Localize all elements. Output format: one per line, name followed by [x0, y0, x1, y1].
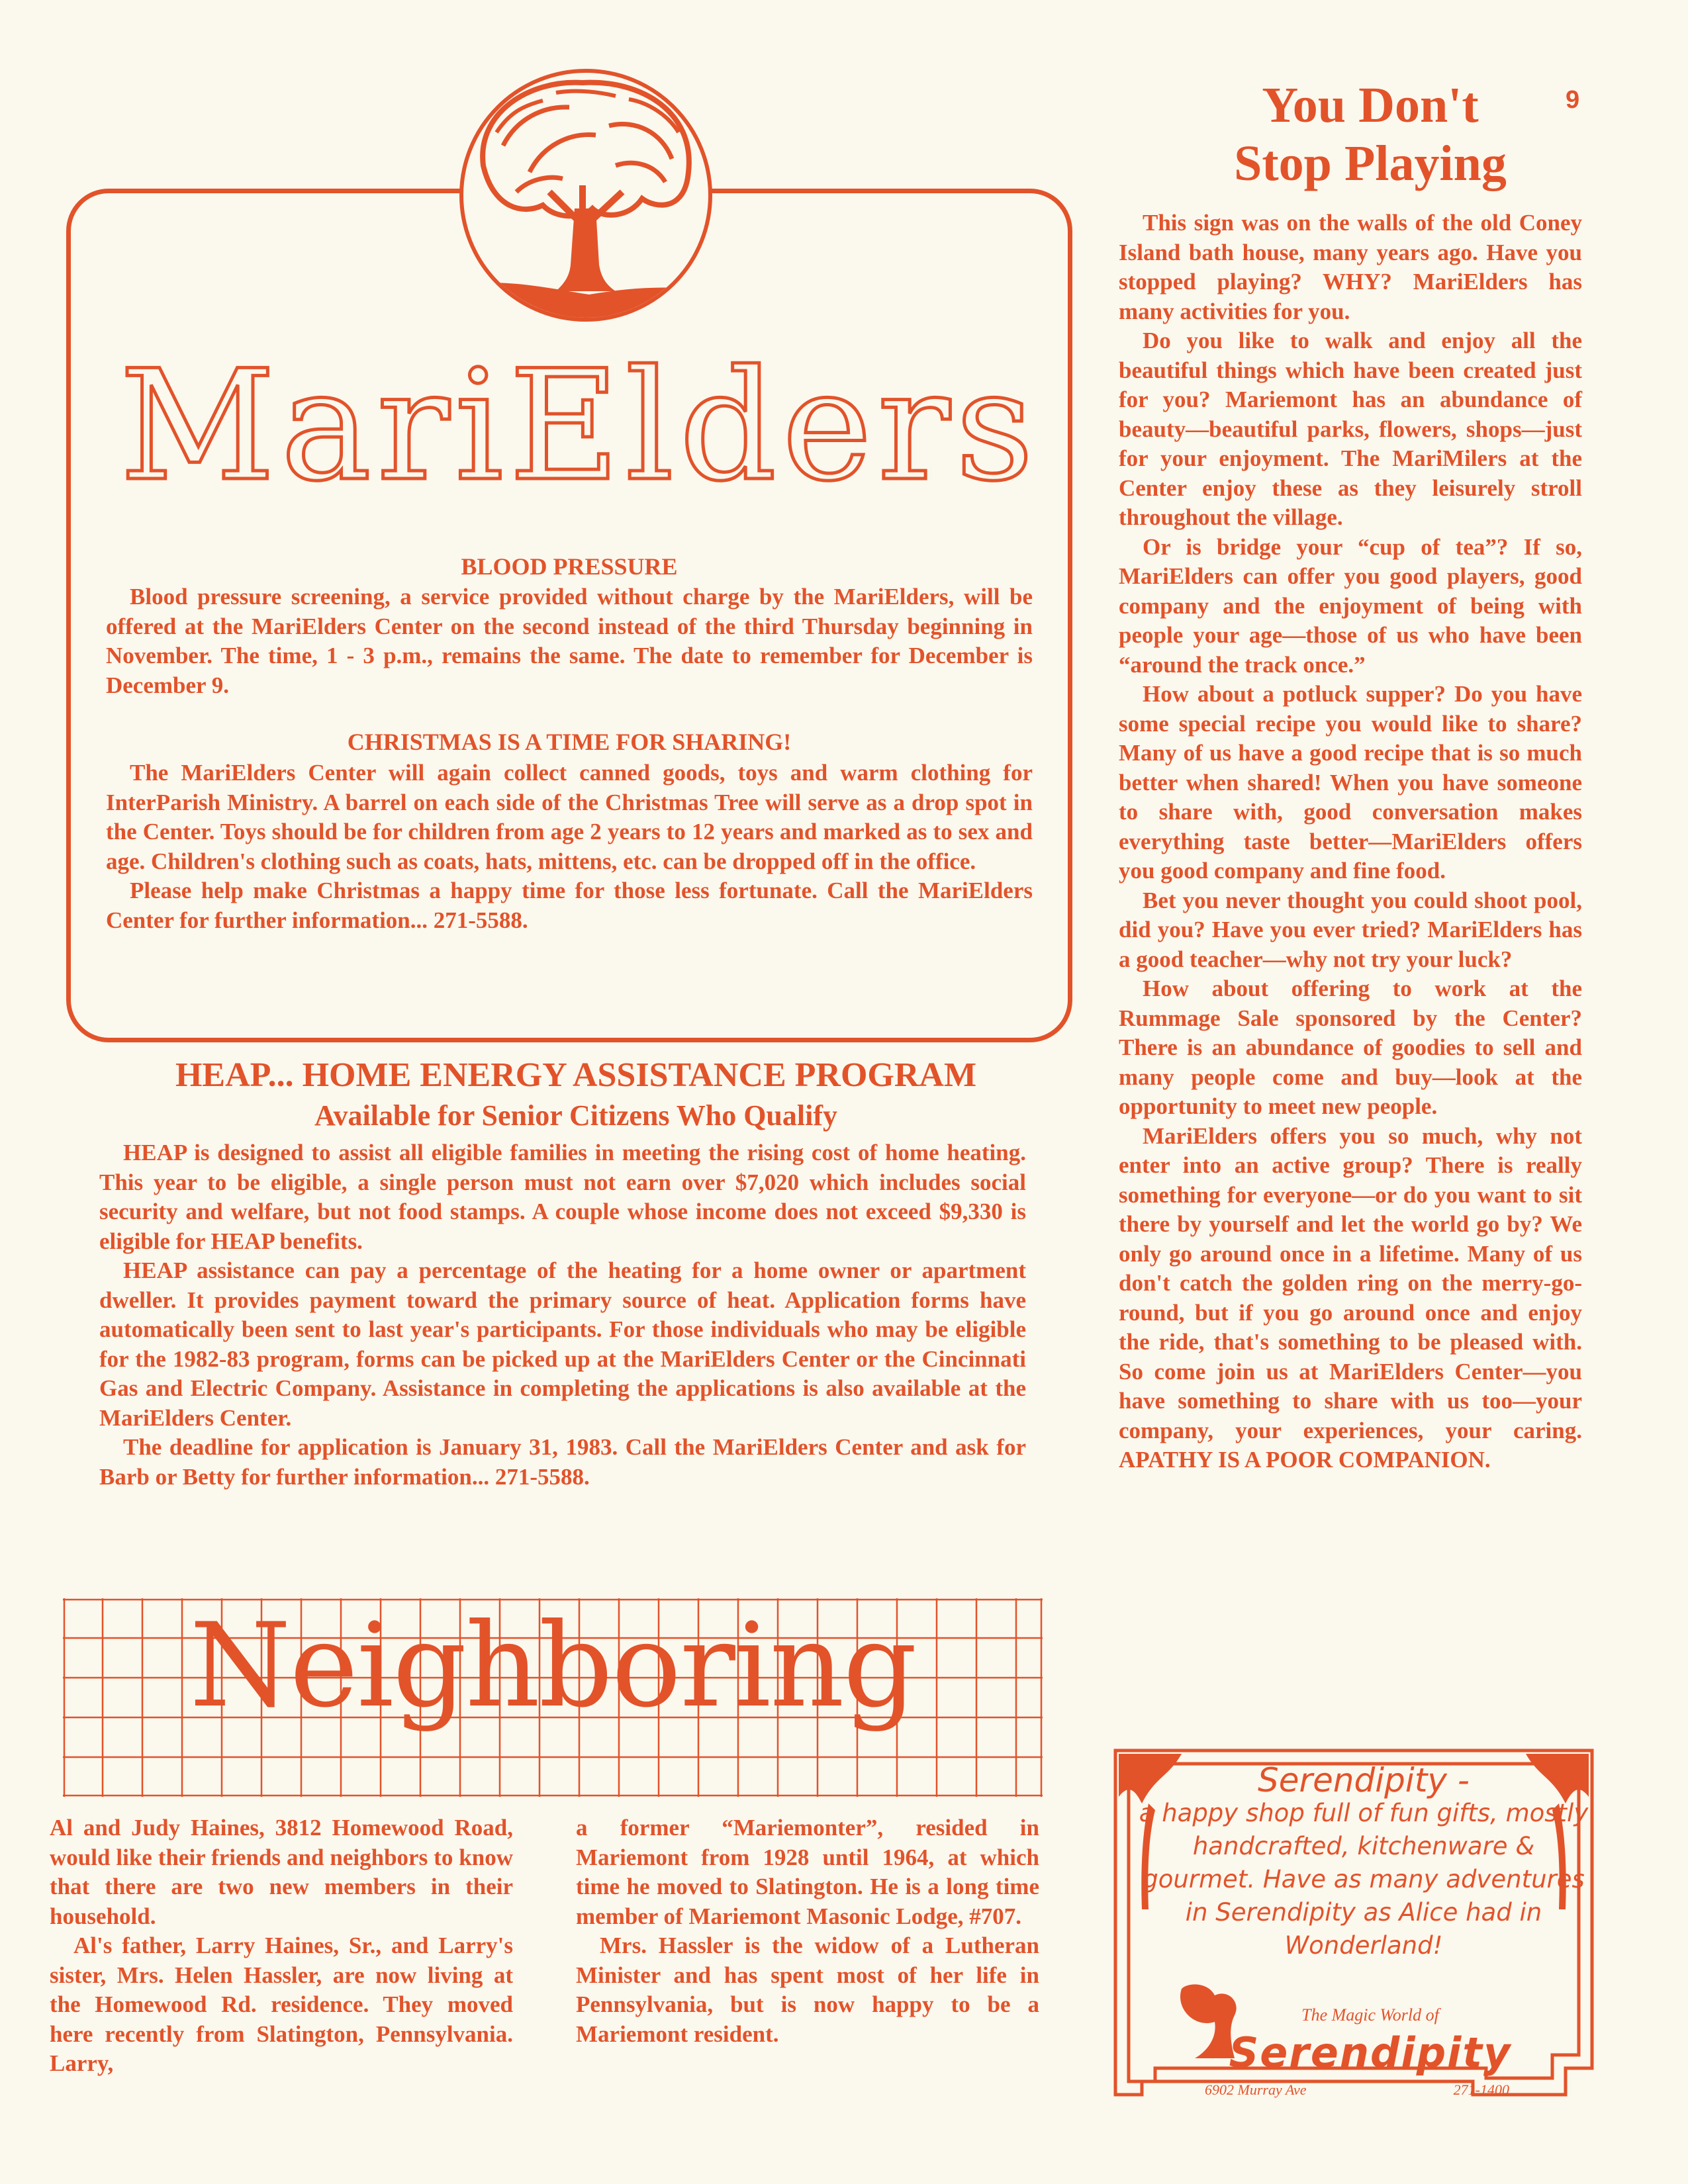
tree-logo-icon — [457, 66, 715, 324]
paragraph: This sign was on the walls of the old Coney Island bath house, many years ago. Have you stopped playing? WHY? MariElders has many activities for you. — [1119, 210, 1582, 324]
paragraph: Please help make Christmas a happy time for those less fortunate. Call the MariElders Center for further information... 271-5588. — [106, 878, 1033, 933]
paragraph: The MariElders Center will again collect canned goods, toys and warm clothing for InterParish Ministry. A barrel on each side of the Christmas Tree will serve as a drop spot in the Center. Toys should be for children from age 2 years to 12 years and marked as to sex and age. Children's clothing such as coats, hats, mittens, etc. can be dropped off in the office. — [106, 760, 1033, 874]
ad-tagline: a happy shop full of fun gifts, mostly handcrafted, kitchenware & gourmet. Have as many adventures in Serendipity as Alice had in Wonderland! — [1139, 1799, 1589, 1960]
paragraph: HEAP assistance can pay a percentage of the heating for a home owner or apartment dweller. It provides payment toward the primary source of heat. Application forms have automatically been sent to last year's participants. For those individuals who may be eligible for the 1982-83 program, forms can be picked up at the MariElders Center or the Cincinnati Gas and Electric Company. Assistance in completing the applications is also available at the MariElders Center. — [99, 1257, 1026, 1431]
ad-store-name: Serendipity — [1229, 2028, 1512, 2077]
paragraph: HEAP is designed to assist all eligible families in meeting the rising cost of home heating. This year to be eligible, a single person must not earn over $7,020 which includes social security and welfare, but not food stamps. A couple whose income does not exceed $9,330 is eligible for HEAP benefits. — [99, 1140, 1026, 1254]
christmas-heading: CHRISTMAS IS A TIME FOR SHARING! — [347, 729, 792, 755]
neighboring-title: Neighboring — [189, 1599, 916, 1733]
paragraph: Do you like to walk and enjoy all the beautiful things which have been created just for you? Mariemont has an abundance of beauty—beautiful parks, flowers, shops—just for your enjoyment. The MariMilers at the Center enjoy these as they leisurely stroll throughout the village. — [1119, 328, 1582, 530]
blood-pressure-heading: BLOOD PRESSURE — [461, 553, 678, 580]
paragraph: Mrs. Hassler is the widow of a Lutheran Minister and has spent most of her life in Pennsylvania, but is now happy to be a Mariemont resident. — [576, 1933, 1039, 2047]
playing-text — [1119, 208, 1582, 1475]
paragraph: MariElders offers you so much, why not enter into an active group? There is really something for everyone—or do you want to sit there by yourself and let the world go by? We only go around once in a lifetime. Many of us don't catch the golden ring on the merry-go-round, but if you go around once and enjoy the ride, that's something to be pleased with. So come join us at MariElders Center—you have something to share with us too—your company, your experiences, your caring. APATHY IS A POOR COMPANION. — [1119, 1122, 1582, 1473]
ad-script-name: Serendipity - — [1258, 1761, 1470, 1799]
paragraph: Bet you never thought you could shoot pool, did you? Have you ever tried? MariElders has a good teacher—why not try your luck? — [1119, 887, 1582, 972]
paragraph: Blood pressure screening, a service provided without charge by the MariElders, will be offered at the MariElders Center on the second instead of the third Thursday beginning in November. The time, 1 - 3 p.m., remains the same. The date to remember for December is December 9. — [106, 584, 1033, 698]
paragraph: How about offering to work at the Rummage Sale sponsored by the Center? There is an abundance of goodies to sell and many people come and buy—look at the opportunity to meet new people. — [1119, 976, 1582, 1119]
playing-title-line-2: Stop Playing — [1234, 136, 1507, 191]
ad-address-line — [1205, 2081, 1509, 2099]
paragraph: Or is bridge your “cup of tea”? If so, MariElders can offer you good players, good company and the enjoyment of being with people your age—those of us who have been “around the track once.” — [1119, 533, 1582, 678]
christmas-text — [106, 758, 1033, 935]
ad-magic-world: The Magic World of — [1301, 2005, 1439, 2025]
ad-address: 6902 Murray Ave — [1205, 2081, 1307, 2098]
playing-title-line-1: You Don't — [1262, 77, 1479, 133]
marielders-logo-title: MariElders — [119, 338, 1039, 515]
page-number: 9 — [1566, 86, 1580, 114]
paragraph: How about a potluck supper? Do you have some special recipe you would like to share? Many of us have a good recipe that is so much better when shared! When you have someone to share with, good conversation makes everything taste better—MariElders offers you good company and fine food. — [1119, 681, 1582, 884]
neighboring-column-2 — [576, 1813, 1039, 2049]
serendipity-ad-text — [1139, 1761, 1589, 1962]
blood-pressure-text — [106, 582, 1033, 700]
ad-phone: 271-1400 — [1453, 2081, 1509, 2098]
playing-title — [1119, 76, 1622, 193]
neighboring-column-1 — [50, 1813, 513, 2079]
heap-title: HEAP... HOME ENERGY ASSISTANCE PROGRAM — [175, 1056, 977, 1094]
paragraph: a former “Mariemonter”, resided in Mariemont from 1928 until 1964, at which time he moved to Slatington. He is a long time member of Mariemont Masonic Lodge, #707. — [576, 1815, 1039, 1929]
paragraph: Al's father, Larry Haines, Sr., and Larry's sister, Mrs. Helen Hassler, are now living at the Homewood Rd. residence. They moved here recently from Slatington, Pennsylvania. Larry, — [50, 1933, 513, 2076]
paragraph: The deadline for application is January 31, 1983. Call the MariElders Center and ask for Barb or Betty for further information... 271-5588. — [99, 1434, 1026, 1490]
paragraph: Al and Judy Haines, 3812 Homewood Road, would like their friends and neighbors to know that there are two new members in their household. — [50, 1815, 513, 1929]
heap-text — [99, 1138, 1026, 1492]
heap-subtitle: Available for Senior Citizens Who Qualify — [314, 1099, 837, 1132]
